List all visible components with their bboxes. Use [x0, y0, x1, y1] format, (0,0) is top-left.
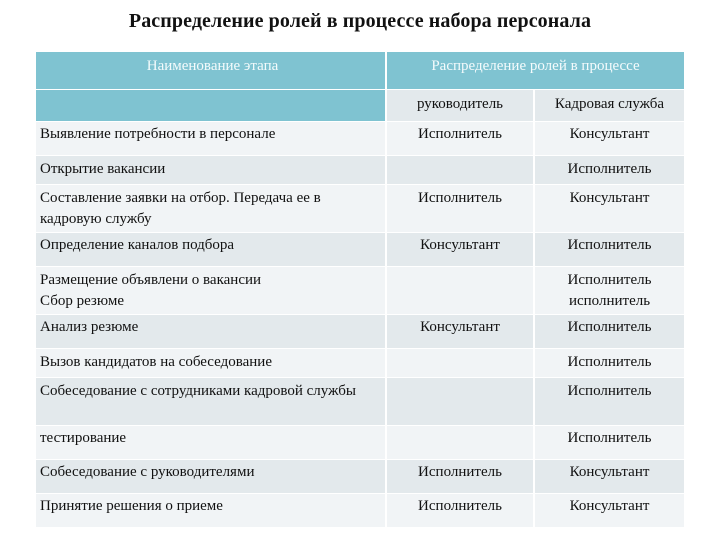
subheader-hr: Кадровая служба [534, 90, 684, 122]
page-title: Распределение ролей в процессе набора персонала [128, 10, 592, 32]
stage-line: Размещение объявлени о вакансии [40, 272, 262, 288]
manager-cell: Исполнитель [386, 185, 534, 233]
subheader-manager: руководитель [386, 90, 534, 122]
manager-cell [386, 378, 534, 426]
hr-cell: Исполнитель [534, 315, 684, 349]
stage-cell: Составление заявки на отбор. Передача ее в кадровую службу [36, 185, 386, 233]
manager-cell: Исполнитель [386, 494, 534, 528]
hr-cell: Исполнитель [534, 426, 684, 460]
table-row [36, 122, 684, 156]
subheader-row [36, 90, 684, 122]
stage-cell: Собеседование с сотрудниками кадровой службы [36, 378, 386, 426]
hr-cell: Исполнитель [534, 378, 684, 426]
stage-cell [36, 267, 386, 315]
header-stage: Наименование этапа [36, 52, 386, 90]
table-row [36, 315, 684, 349]
hr-cell: Исполнитель [534, 233, 684, 267]
hr-cell: Консультант [534, 494, 684, 528]
stage-cell: Выявление потребности в персонале [36, 122, 386, 156]
header-roles: Распределение ролей в процессе [386, 52, 684, 90]
stage-cell: Анализ резюме [36, 315, 386, 349]
hr-cell: Исполнитель [534, 349, 684, 378]
manager-cell [386, 349, 534, 378]
table-row [36, 233, 684, 267]
hr-cell: Консультант [534, 460, 684, 494]
table-row [36, 378, 684, 426]
hr-cell: Консультант [534, 122, 684, 156]
table-row [36, 494, 684, 528]
manager-cell [386, 426, 534, 460]
stage-cell: Открытие вакансии [36, 156, 386, 185]
manager-cell [386, 156, 534, 185]
hr-cell [534, 267, 684, 315]
hr-line: исполнитель [568, 293, 651, 309]
stage-cell: Вызов кандидатов на собеседование [36, 349, 386, 378]
table-row [36, 267, 684, 315]
table-row [36, 156, 684, 185]
table-row [36, 426, 684, 460]
stage-cell: Принятие решения о приеме [36, 494, 386, 528]
manager-cell: Исполнитель [386, 460, 534, 494]
stage-cell: тестирование [36, 426, 386, 460]
stage-line: Сбор резюме [40, 293, 124, 309]
header-stage-continued [36, 90, 386, 122]
table-row [36, 349, 684, 378]
stage-cell: Собеседование с руководителями [36, 460, 386, 494]
table-row [36, 460, 684, 494]
manager-cell: Консультант [386, 233, 534, 267]
table-row [36, 185, 684, 233]
roles-table [36, 52, 684, 528]
hr-cell: Исполнитель [534, 156, 684, 185]
stage-cell: Определение каналов подбора [36, 233, 386, 267]
manager-cell: Исполнитель [386, 122, 534, 156]
manager-cell: Консультант [386, 315, 534, 349]
manager-cell [386, 267, 534, 315]
hr-line: Исполнитель [567, 272, 652, 288]
header-row [36, 52, 684, 90]
hr-cell: Консультант [534, 185, 684, 233]
